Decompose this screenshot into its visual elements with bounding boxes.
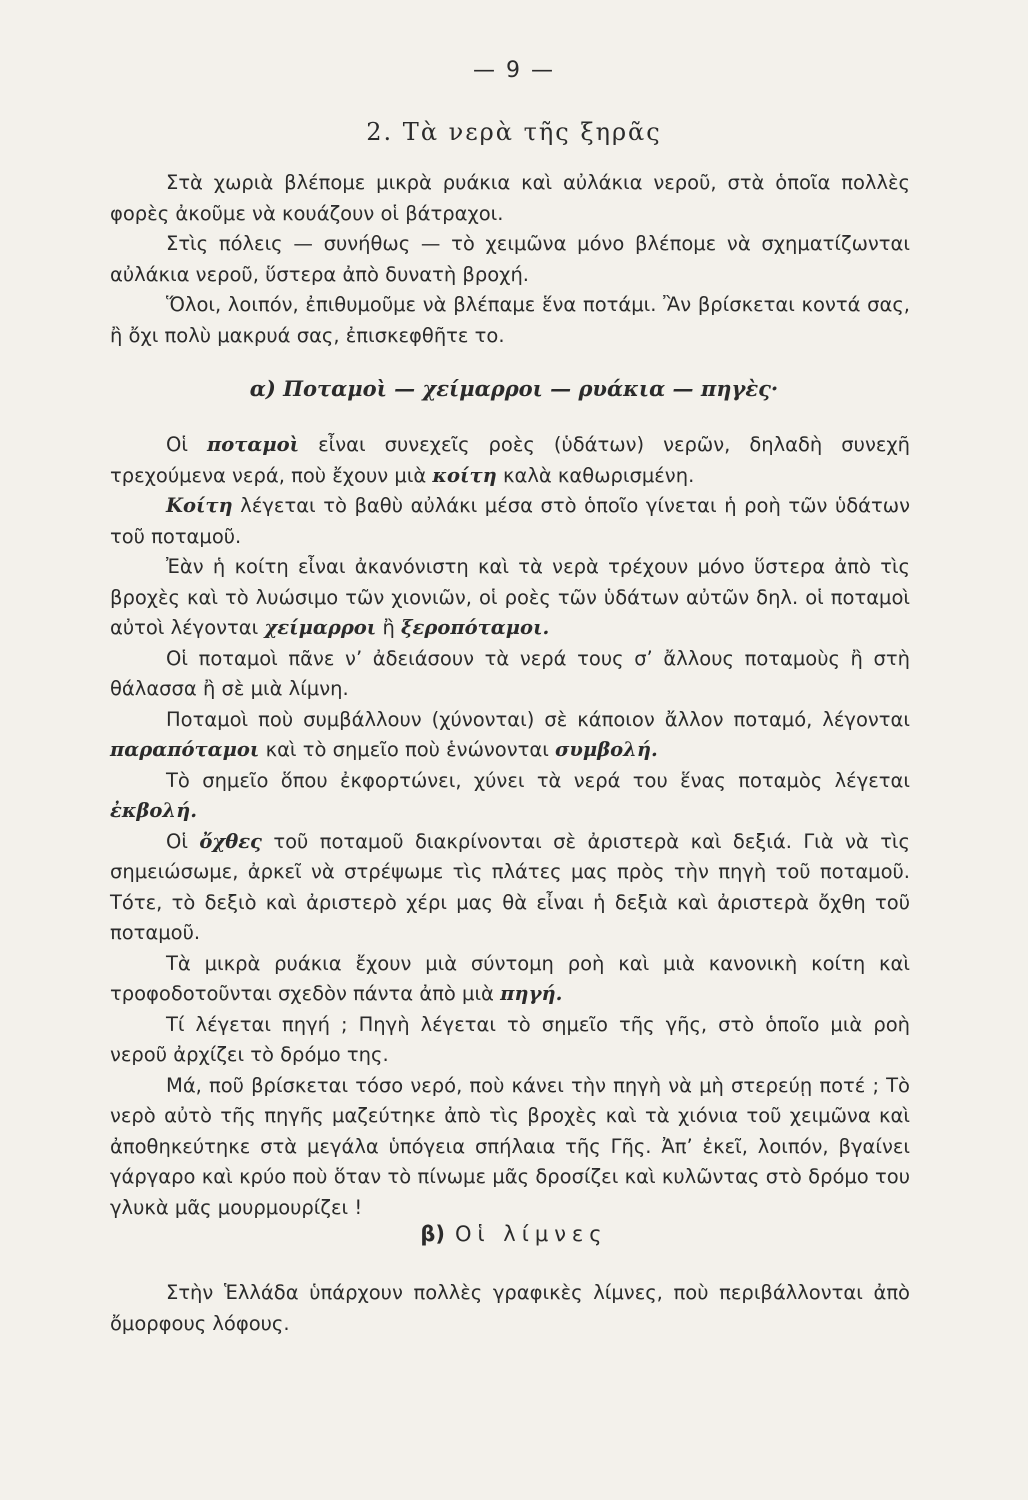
- text: καὶ τὸ σημεῖο ποὺ ἑνώνονται: [265, 738, 549, 761]
- paragraph: [110, 766, 910, 827]
- term: Κοίτη: [166, 494, 233, 517]
- term: ὄχθες: [199, 829, 262, 853]
- term: συμβολή.: [555, 738, 658, 761]
- text: καλὰ καθωρισμένη.: [502, 463, 695, 487]
- text: Τὰ μικρὰ ρυάκια ἔχουν μιὰ σύντομη ροὴ καὶ μιὰ κανονικὴ κοίτη καὶ τροφοδοτοῦνται σχεδὸν πάντα ἀπὸ μιὰ: [110, 951, 910, 1005]
- text: εἶναι συνεχεῖς ροὲς (ὑδάτων) νερῶν, δηλαδὴ συνεχῆ τρεχούμενα νερά, ποὺ ἔχουν μιὰ: [110, 433, 910, 487]
- term: ξεροπόταμοι.: [401, 616, 550, 639]
- section-b-heading: [0, 1222, 1028, 1246]
- text: λέγεται τὸ βαθὺ αὐλάκι μέσα στὸ ὁποῖο γίνεται ἡ ροὴ τῶν ὑδάτων τοῦ ποταμοῦ.: [110, 494, 910, 548]
- intro-paragraph: Στὶς πόλεις — συνήθως — τὸ χειμῶνα μόνο βλέπομε νὰ σχηματίζωνται αὐλάκια νεροῦ, ὕστερα ἀπὸ δυνατὴ βροχή.: [110, 232, 910, 286]
- section-b-title: Οἱ λίμνες: [455, 1222, 608, 1246]
- text: Οἱ: [166, 433, 188, 456]
- paragraph: [110, 705, 910, 766]
- text: Οἱ: [166, 829, 188, 853]
- section-a-heading: α) Ποταμοὶ — χείμαρροι — ρυάκια — πηγὲς·: [249, 376, 779, 401]
- term: κοίτη: [432, 463, 497, 487]
- paragraph: [110, 491, 910, 552]
- paragraph: Τί λέγεται πηγή ; Πηγὴ λέγεται τὸ σημεῖο τῆς γῆς, στὸ ὁποῖο μιὰ ροὴ νεροῦ ἀρχίζει τὸ δρόμο της.: [110, 1012, 910, 1066]
- intro-paragraph: Ὅλοι, λοιπόν, ἐπιθυμοῦμε νὰ βλέπαμε ἕνα ποτάμι. Ἂν βρίσκεται κοντά σας, ἢ ὄχι πολὺ μακρυά σας, ἐπισκεφθῆτε το.: [110, 293, 910, 347]
- text: Τὸ σημεῖο ὅπου ἐκφορτώνει, χύνει τὰ νερά του ἕνας ποταμὸς λέγεται: [166, 768, 910, 792]
- intro-paragraph: Στὰ χωριὰ βλέπομε μικρὰ ρυάκια καὶ αὐλάκια νεροῦ, στὰ ὁποῖα πολλὲς φορὲς ἀκοῦμε νὰ κουάζουν οἱ βάτραχοι.: [110, 171, 910, 225]
- term: χείμαρροι: [264, 616, 377, 639]
- text: ἢ: [382, 616, 395, 639]
- term: ἐκβολή.: [110, 799, 198, 822]
- paragraph: Μά, ποῦ βρίσκεται τόσο νερό, ποὺ κάνει τὴν πηγὴ νὰ μὴ στερεύῃ ποτέ ; Τὸ νερὸ αὐτὸ τῆς πηγῆς μαζεύτηκε ἀπὸ τὶς βροχὲς καὶ τὰ χιόνια τοῦ χειμῶνα καὶ ἀποθηκεύτηκε στὰ μεγάλα ὑπόγεια σπήλαια τῆς Γῆς. Ἀπ’ ἐκεῖ, λοιπόν, βγαίνει γάργαρο καὶ κρύο ποὺ ὅταν τὸ πίνωμε μᾶς δροσίζει καὶ κυλῶντας στὸ δρόμο του γλυκὰ μᾶς μουρμουρίζει !: [110, 1073, 910, 1219]
- chapter-title: 2. Τὰ νερὰ τῆς ξηρᾶς: [366, 118, 662, 146]
- paragraph: Οἱ ποταμοὶ πᾶνε ν’ ἀδειάσουν τὰ νερά τους σ’ ἄλλους ποταμοὺς ἢ στὴ θάλασσα ἢ σὲ μιὰ λίμνη.: [110, 646, 910, 700]
- section-b-text: [110, 1278, 910, 1339]
- text: τοῦ ποταμοῦ διακρίνονται σὲ ἀριστερὰ καὶ δεξιά. Γιὰ νὰ τὶς σημειώσωμε, ἀρκεῖ νὰ στρέψωμε τὶς πλάτες μας πρὸς τὴν πηγὴ τοῦ ποταμοῦ. Τότε, τὸ δεξιὸ καὶ ἀριστερὸ χέρι μας θὰ εἶναι ἡ δεξιὰ καὶ ἀριστερὰ ὄχθη τοῦ ποταμοῦ.: [110, 829, 910, 944]
- paragraph: [110, 552, 910, 644]
- term: παραπόταμοι: [110, 738, 260, 761]
- paragraph: [110, 430, 910, 491]
- page-number: — 9 —: [473, 58, 555, 83]
- term: ποταμοὶ: [206, 433, 300, 456]
- intro-text: [110, 168, 910, 351]
- paragraph: [110, 827, 910, 949]
- paragraph: [110, 949, 910, 1010]
- text: Ποταμοὶ ποὺ συμβάλλουν (χύνονται) σὲ κάποιον ἄλλον ποταμό, λέγονται: [166, 707, 910, 731]
- term: πηγή.: [500, 982, 563, 1005]
- section-a-text: [110, 430, 910, 1223]
- section-b-label: β): [420, 1222, 445, 1246]
- text: Ἐὰν ἡ κοίτη εἶναι ἀκανόνιστη καὶ τὰ νερὰ τρέχουν μόνο ὕστερα ἀπὸ τὶς βροχὲς καὶ τὸ λυώσιμο τῶν χιονιῶν, οἱ ροὲς τῶν ὑδάτων αὐτῶν δηλ. οἱ ποταμοὶ αὐτοὶ λέγονται: [110, 555, 910, 639]
- paragraph: Στὴν Ἑλλάδα ὑπάρχουν πολλὲς γραφικὲς λίμνες, ποὺ περιβάλλονται ἀπὸ ὄμορφους λόφους.: [110, 1281, 910, 1335]
